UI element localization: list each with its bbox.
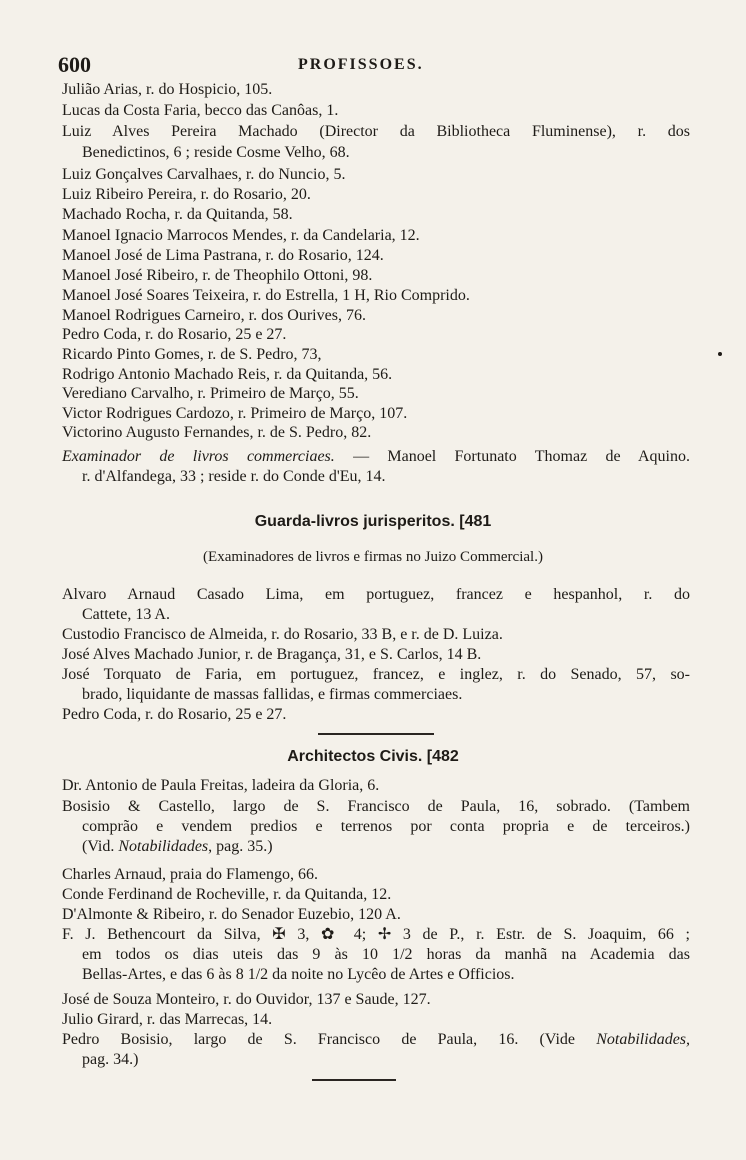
entry-line: comprão e vendem predios e terrenos por conta propria e de terceiros.) [82, 818, 690, 835]
vid-italic: Notabilidades [118, 838, 209, 855]
entry-line: em todos os dias uteis das 9 às 10 1/2 horas da manhã na Academia das [82, 946, 690, 963]
entry-line: Benedictinos, 6 ; reside Cosme Velho, 68. [82, 144, 350, 161]
section-divider [318, 733, 434, 735]
entry-line: Luiz Ribeiro Pereira, r. do Rosario, 20. [62, 186, 311, 203]
page-header [58, 52, 688, 78]
section-title-guarda-livros: Guarda-livros jurisperitos. [481 [254, 513, 492, 530]
entry-line: Cattete, 13 A. [82, 606, 170, 623]
entry-line: Luiz Gonçalves Carvalhaes, r. do Nuncio, 5. [62, 166, 346, 183]
entry-line: Manoel Ignacio Marrocos Mendes, r. da Candelaria, 12. [62, 227, 420, 244]
entry-line: D'Almonte & Ribeiro, r. do Senador Euzebio, 120 A. [62, 906, 401, 923]
stray-mark [718, 352, 722, 356]
examiner-entry [62, 447, 690, 467]
entry-line: Victorino Augusto Fernandes, r. de S. Pedro, 82. [62, 424, 372, 441]
entry-line: Lucas da Costa Faria, becco das Canôas, 1. [62, 102, 339, 119]
entry-line: Ricardo Pinto Gomes, r. de S. Pedro, 73, [62, 346, 322, 363]
examiner-label: Examinador de livros commerciaes. [62, 448, 335, 465]
entry-line: Rodrigo Antonio Machado Reis, r. da Quitanda, 56. [62, 366, 393, 383]
running-title: PROFISSOES. [298, 56, 424, 73]
entry-line: Bosisio & Castello, largo de S. Francisco de Paula, 16, sobrado. (Tambem [62, 798, 690, 815]
entry-line: Manoel José Ribeiro, r. de Theophilo Ottoni, 98. [62, 267, 373, 284]
section-subtitle: (Examinadores de livros e firmas no Juizo Commercial.) [203, 549, 543, 565]
vid-suffix: , pag. 35.) [208, 838, 273, 855]
vid-prefix: (Vid. [82, 838, 119, 855]
entry-line [82, 837, 273, 857]
section-title-architectos: Architectos Civis. [482 [287, 748, 459, 765]
entry-line: brado, liquidante de massas fallidas, e firmas commerciaes. [82, 686, 463, 703]
section-divider [312, 1079, 396, 1081]
entry-line [62, 1030, 690, 1050]
entry-line: Machado Rocha, r. da Quitanda, 58. [62, 206, 293, 223]
examiner-name: — Manoel Fortunato Thomaz de Aquino. [334, 448, 690, 465]
entry-line: José de Souza Monteiro, r. do Ouvidor, 137 e Saude, 127. [62, 991, 431, 1008]
entry-line: F. J. Bethencourt da Silva, ✠ 3, ✿ 4; ✢ 3 de P., r. Estr. de S. Joaquim, 66 ; [62, 926, 690, 943]
entry-line: José Alves Machado Junior, r. de Bragança, 31, e S. Carlos, 14 B. [62, 646, 482, 663]
entry-text: Pedro Bosisio, largo de S. Francisco de Paula, 16. (Vide [62, 1031, 576, 1048]
examiner-address: r. d'Alfandega, 33 ; reside r. do Conde d'Eu, 14. [82, 468, 386, 485]
entry-line: Conde Ferdinand de Rocheville, r. da Quitanda, 12. [62, 886, 392, 903]
entry-line: pag. 34.) [82, 1051, 139, 1068]
entry-line: Manoel José Soares Teixeira, r. do Estrella, 1 H, Rio Comprido. [62, 287, 470, 304]
entry-line: Julio Girard, r. das Marrecas, 14. [62, 1011, 273, 1028]
entry-line: Bellas-Artes, e das 6 às 8 1/2 da noite no Lycêo de Artes e Officios. [82, 966, 515, 983]
page-number: 600 [58, 52, 91, 77]
entry-line: Charles Arnaud, praia do Flamengo, 66. [62, 866, 318, 883]
entry-line: Victor Rodrigues Cardozo, r. Primeiro de Março, 107. [62, 405, 408, 422]
entry-line: Julião Arias, r. do Hospicio, 105. [62, 81, 273, 98]
entry-line: Manoel José de Lima Pastrana, r. do Rosario, 124. [62, 247, 384, 264]
entry-line: Custodio Francisco de Almeida, r. do Rosario, 33 B, e r. de D. Luiza. [62, 626, 503, 643]
entry-line: Luiz Alves Pereira Machado (Director da Bibliotheca Fluminense), r. dos [62, 123, 690, 140]
entry-line: Alvaro Arnaud Casado Lima, em portuguez, francez e hespanhol, r. do [62, 586, 690, 603]
entry-line: Verediano Carvalho, r. Primeiro de Março, 55. [62, 385, 359, 402]
entry-line: José Torquato de Faria, em portuguez, francez, e inglez, r. do Senado, 57, so- [62, 666, 690, 683]
entry-line: Manoel Rodrigues Carneiro, r. dos Ourives, 76. [62, 307, 366, 324]
entry-line: Pedro Coda, r. do Rosario, 25 e 27. [62, 706, 287, 723]
entry-line: Dr. Antonio de Paula Freitas, ladeira da Gloria, 6. [62, 777, 380, 794]
vide-italic: Notabilidades, [596, 1031, 691, 1048]
entry-line: Pedro Coda, r. do Rosario, 25 e 27. [62, 326, 287, 343]
